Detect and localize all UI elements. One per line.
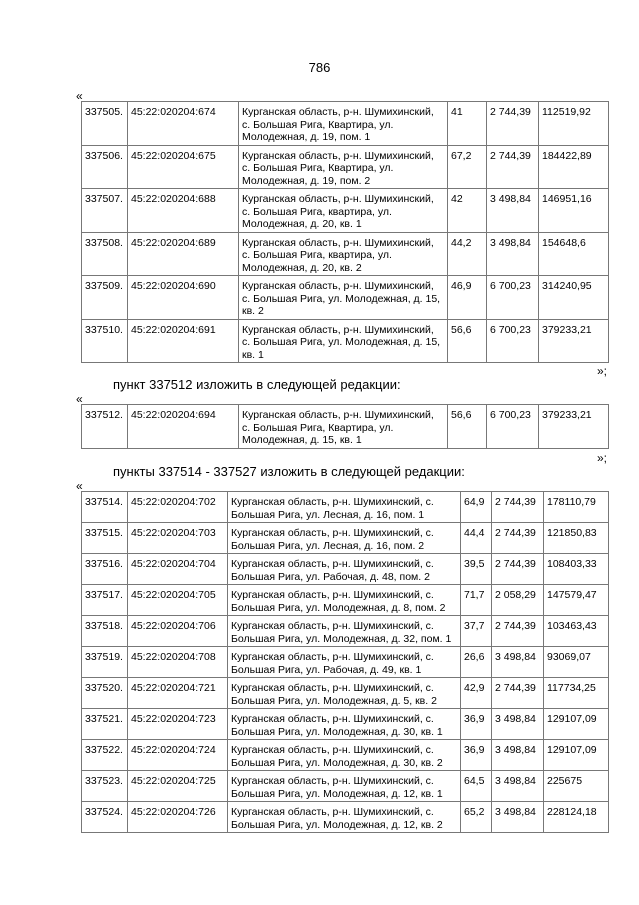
cadastral-number-cell: 45:22:020204:703 [128,523,228,554]
cadastral-number-cell: 45:22:020204:704 [128,554,228,585]
cadastral-number-cell: 45:22:020204:706 [128,616,228,647]
cadastral-value-cell: 129107,09 [544,709,609,740]
cadastral-number-cell: 45:22:020204:723 [128,709,228,740]
area-cell: 36,9 [461,740,492,771]
cadastral-value-cell: 379233,21 [539,405,609,449]
amendment-paragraph-2: пункты 337514 - 337527 изложить в следующей редакции: [113,464,465,479]
cadastral-number-cell: 45:22:020204:694 [128,405,239,449]
row-number-cell: 337520. [82,678,128,709]
table-row [82,102,609,146]
row-number-cell: 337521. [82,709,128,740]
rate-cell: 2 744,39 [487,145,539,189]
page-number: 786 [308,60,331,75]
table-row [82,405,609,449]
rate-cell: 3 498,84 [492,647,544,678]
cadastral-number-cell: 45:22:020204:702 [128,492,228,523]
address-cell: Курганская область, р-н. Шумихинский, с. Большая Рига, ул. Молодежная, д. 15, кв. 1 [239,319,448,363]
area-cell: 56,6 [448,319,487,363]
rate-cell: 2 744,39 [487,102,539,146]
row-number-cell: 337508. [82,232,128,276]
table-row [82,276,609,320]
area-cell: 39,5 [461,554,492,585]
cadastral-value-cell: 225675 [544,771,609,802]
table-row [82,232,609,276]
table-row [82,319,609,363]
close-quote-2: »; [597,451,608,465]
cadastral-number-cell: 45:22:020204:674 [128,102,239,146]
row-number-cell: 337518. [82,616,128,647]
row-number-cell: 337515. [82,523,128,554]
table-row [82,189,609,233]
table-row [82,802,609,833]
area-cell: 42 [448,189,487,233]
rate-cell: 6 700,23 [487,319,539,363]
row-number-cell: 337512. [82,405,128,449]
rate-cell: 3 498,84 [492,740,544,771]
row-number-cell: 337522. [82,740,128,771]
table-row [82,678,609,709]
cadastral-value-cell: 112519,92 [539,102,609,146]
address-cell: Курганская область, р-н. Шумихинский, с. Большая Рига, Квартира, ул. Молодежная, д. 19, пом. 1 [239,102,448,146]
area-cell: 64,9 [461,492,492,523]
cadastral-number-cell: 45:22:020204:708 [128,647,228,678]
property-table-1 [81,101,609,363]
address-cell: Курганская область, р-н. Шумихинский, с. Большая Рига, ул. Молодежная, д. 12, кв. 2 [228,802,461,833]
area-cell: 36,9 [461,709,492,740]
row-number-cell: 337507. [82,189,128,233]
rate-cell: 2 058,29 [492,585,544,616]
address-cell: Курганская область, р-н. Шумихинский, с. Большая Рига, Квартира, ул. Молодежная, д. 19, пом. 2 [239,145,448,189]
rate-cell: 2 744,39 [492,492,544,523]
area-cell: 41 [448,102,487,146]
rate-cell: 2 744,39 [492,523,544,554]
amendment-paragraph-1: пункт 337512 изложить в следующей редакции: [113,377,401,392]
table-row [82,492,609,523]
address-cell: Курганская область, р-н. Шумихинский, с. Большая Рига, ул. Молодежная, д. 30, кв. 2 [228,740,461,771]
address-cell: Курганская область, р-н. Шумихинский, с. Большая Рига, квартира, ул. Молодежная, д. 20, кв. 2 [239,232,448,276]
area-cell: 46,9 [448,276,487,320]
row-number-cell: 337517. [82,585,128,616]
open-quote-1: « [76,89,83,103]
address-cell: Курганская область, р-н. Шумихинский, с. Большая Рига, ул. Молодежная, д. 32, пом. 1 [228,616,461,647]
address-cell: Курганская область, р-н. Шумихинский, с. Большая Рига, ул. Лесная, д. 16, пом. 2 [228,523,461,554]
table-row [82,771,609,802]
address-cell: Курганская область, р-н. Шумихинский, с. Большая Рига, квартира, ул. Молодежная, д. 20, кв. 1 [239,189,448,233]
row-number-cell: 337510. [82,319,128,363]
address-cell: Курганская область, р-н. Шумихинский, с. Большая Рига, ул. Молодежная, д. 8, пом. 2 [228,585,461,616]
cadastral-number-cell: 45:22:020204:688 [128,189,239,233]
cadastral-value-cell: 103463,43 [544,616,609,647]
row-number-cell: 337524. [82,802,128,833]
area-cell: 44,4 [461,523,492,554]
address-cell: Курганская область, р-н. Шумихинский, с. Большая Рига, ул. Лесная, д. 16, пом. 1 [228,492,461,523]
cadastral-value-cell: 146951,16 [539,189,609,233]
area-cell: 42,9 [461,678,492,709]
property-table-2 [81,404,609,449]
close-quote-1: »; [597,364,608,378]
address-cell: Курганская область, р-н. Шумихинский, с. Большая Рига, ул. Рабочая, д. 49, кв. 1 [228,647,461,678]
cadastral-value-cell: 147579,47 [544,585,609,616]
table-row [82,523,609,554]
area-cell: 64,5 [461,771,492,802]
cadastral-value-cell: 184422,89 [539,145,609,189]
cadastral-value-cell: 93069,07 [544,647,609,678]
area-cell: 56,6 [448,405,487,449]
cadastral-number-cell: 45:22:020204:690 [128,276,239,320]
rate-cell: 6 700,23 [487,276,539,320]
row-number-cell: 337523. [82,771,128,802]
cadastral-value-cell: 379233,21 [539,319,609,363]
area-cell: 67,2 [448,145,487,189]
cadastral-value-cell: 108403,33 [544,554,609,585]
area-cell: 71,7 [461,585,492,616]
cadastral-value-cell: 178110,79 [544,492,609,523]
rate-cell: 6 700,23 [487,405,539,449]
cadastral-value-cell: 228124,18 [544,802,609,833]
cadastral-number-cell: 45:22:020204:691 [128,319,239,363]
row-number-cell: 337505. [82,102,128,146]
table-row [82,616,609,647]
row-number-cell: 337506. [82,145,128,189]
address-cell: Курганская область, р-н. Шумихинский, с. Большая Рига, ул. Молодежная, д. 12, кв. 1 [228,771,461,802]
address-cell: Курганская область, р-н. Шумихинский, с. Большая Рига, Квартира, ул. Молодежная, д. 15, кв. 1 [239,405,448,449]
table-row [82,740,609,771]
row-number-cell: 337514. [82,492,128,523]
cadastral-number-cell: 45:22:020204:725 [128,771,228,802]
rate-cell: 3 498,84 [492,771,544,802]
address-cell: Курганская область, р-н. Шумихинский, с. Большая Рига, ул. Молодежная, д. 30, кв. 1 [228,709,461,740]
address-cell: Курганская область, р-н. Шумихинский, с. Большая Рига, ул. Молодежная, д. 15, кв. 2 [239,276,448,320]
table-row [82,145,609,189]
rate-cell: 3 498,84 [492,802,544,833]
cadastral-value-cell: 314240,95 [539,276,609,320]
table-row [82,585,609,616]
area-cell: 37,7 [461,616,492,647]
cadastral-value-cell: 154648,6 [539,232,609,276]
row-number-cell: 337516. [82,554,128,585]
cadastral-number-cell: 45:22:020204:726 [128,802,228,833]
cadastral-value-cell: 121850,83 [544,523,609,554]
rate-cell: 2 744,39 [492,616,544,647]
area-cell: 65,2 [461,802,492,833]
cadastral-number-cell: 45:22:020204:705 [128,585,228,616]
rate-cell: 2 744,39 [492,678,544,709]
table-row [82,709,609,740]
cadastral-value-cell: 117734,25 [544,678,609,709]
address-cell: Курганская область, р-н. Шумихинский, с. Большая Рига, ул. Молодежная, д. 5, кв. 2 [228,678,461,709]
area-cell: 44,2 [448,232,487,276]
row-number-cell: 337519. [82,647,128,678]
rate-cell: 3 498,84 [492,709,544,740]
rate-cell: 3 498,84 [487,232,539,276]
cadastral-number-cell: 45:22:020204:675 [128,145,239,189]
open-quote-3: « [76,479,83,493]
row-number-cell: 337509. [82,276,128,320]
rate-cell: 3 498,84 [487,189,539,233]
table-row [82,647,609,678]
area-cell: 26,6 [461,647,492,678]
cadastral-number-cell: 45:22:020204:721 [128,678,228,709]
cadastral-number-cell: 45:22:020204:689 [128,232,239,276]
property-table-3 [81,491,609,833]
open-quote-2: « [76,392,83,406]
cadastral-number-cell: 45:22:020204:724 [128,740,228,771]
rate-cell: 2 744,39 [492,554,544,585]
table-row [82,554,609,585]
address-cell: Курганская область, р-н. Шумихинский, с. Большая Рига, ул. Рабочая, д. 48, пом. 2 [228,554,461,585]
cadastral-value-cell: 129107,09 [544,740,609,771]
